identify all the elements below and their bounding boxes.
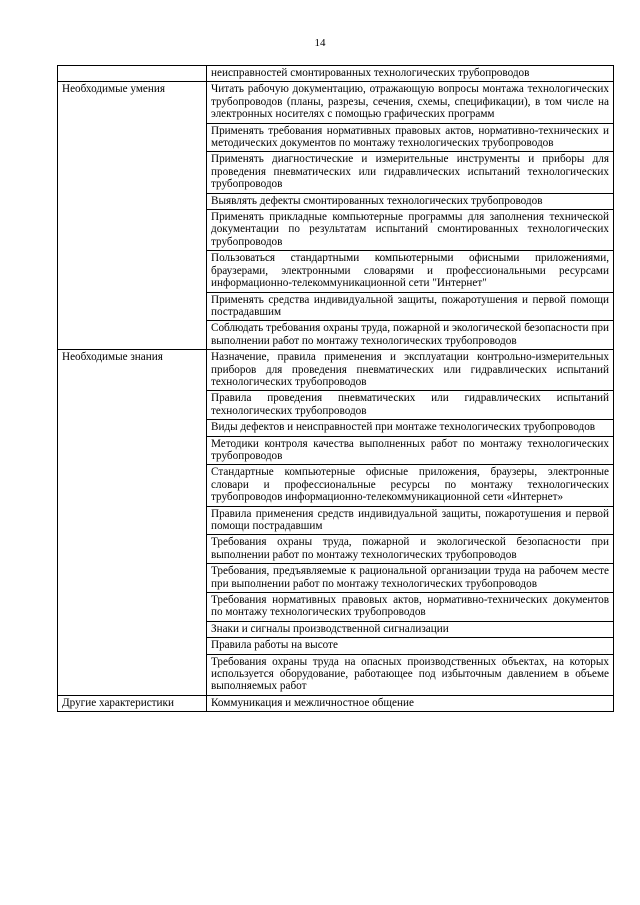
list-item: Виды дефектов и неисправностей при монтаже технологических трубопроводов xyxy=(207,419,613,435)
list-item: Требования охраны труда, пожарной и экологической безопасности при выполнении работ по монтажу технологических трубопроводов xyxy=(207,534,613,563)
list-item: Читать рабочую документацию, отражающую вопросы монтажа технологических трубопроводов (планы, разрезы, сечения, схемы, спецификации), в том числе на электронных носителях с помощью графических программ xyxy=(211,83,609,121)
list-item: Требования, предъявляемые к рациональной организации труда на рабочем месте при выполнении работ по монтажу технологических трубопроводов xyxy=(207,563,613,592)
list-item: неисправностей смонтированных технологических трубопроводов xyxy=(211,67,530,79)
list-item: Методики контроля качества выполненных работ по монтажу технологических трубопроводов xyxy=(207,436,613,465)
list-item: Правила работы на высоте xyxy=(207,637,613,653)
page-number: 14 xyxy=(314,37,326,49)
list-item: Применять диагностические и измерительные инструменты и приборы для проведения пневматических или гидравлических испытаний технологических трубопроводов xyxy=(207,151,613,192)
list-item: Стандартные компьютерные офисные приложения, браузеры, электронные словари и профессиональные ресурсы по монтажу технологических трубопроводов информационно-телекоммуникационной сети «Интернет» xyxy=(207,464,613,505)
row-label: Другие характеристики xyxy=(58,695,207,711)
table-row xyxy=(58,82,614,350)
list-item: Применять средства индивидуальной защиты, пожаротушения и первой помощи пострадавшим xyxy=(207,292,613,321)
row-content xyxy=(207,82,614,350)
list-item: Пользоваться стандартными компьютерными офисными приложениями, браузерами, электронными словарями и профессиональными ресурсами информационно-телекоммуникационной сети "Интернет" xyxy=(207,250,613,291)
row-label: Необходимые знания xyxy=(58,350,207,696)
list-item: Коммуникация и межличностное общение xyxy=(211,696,414,709)
list-item: Назначение, правила применения и эксплуатации контрольно-измерительных приборов для проведения пневматических или гидравлических испытаний технологических трубопроводов xyxy=(211,351,609,388)
list-item: Применять прикладные компьютерные программы для заполнения технической документации по результатам испытаний смонтированных технологических трубопроводов xyxy=(207,209,613,250)
specification-table xyxy=(57,65,614,712)
row-content xyxy=(207,350,614,696)
list-item: Выявлять дефекты смонтированных технологических трубопроводов xyxy=(207,193,613,209)
list-item: Соблюдать требования охраны труда, пожарной и экологической безопасности при выполнении работ по монтажу технологических трубопроводов xyxy=(207,320,613,349)
list-item: Правила проведения пневматических или гидравлических испытаний технологических трубопроводов xyxy=(207,390,613,419)
row-content xyxy=(207,66,614,82)
list-item: Требования нормативных правовых актов, нормативно-технических документов по монтажу технологических трубопроводов xyxy=(207,592,613,621)
table-row xyxy=(58,695,614,711)
table-row xyxy=(58,66,614,82)
list-item: Требования охраны труда на опасных производственных объектах, на которых используется оборудование, работающее под избыточным давлением в объеме выполняемых работ xyxy=(207,654,613,695)
list-item: Знаки и сигналы производственной сигнализации xyxy=(207,621,613,637)
row-content xyxy=(207,695,614,711)
row-label: Необходимые умения xyxy=(58,82,207,350)
row-label xyxy=(58,66,207,82)
list-item: Правила применения средств индивидуальной защиты, пожаротушения и первой помощи пострадавшим xyxy=(207,506,613,535)
table-row xyxy=(58,350,614,696)
list-item: Применять требования нормативных правовых актов, нормативно-технических и методических документов по монтажу технологических трубопроводов xyxy=(207,123,613,152)
